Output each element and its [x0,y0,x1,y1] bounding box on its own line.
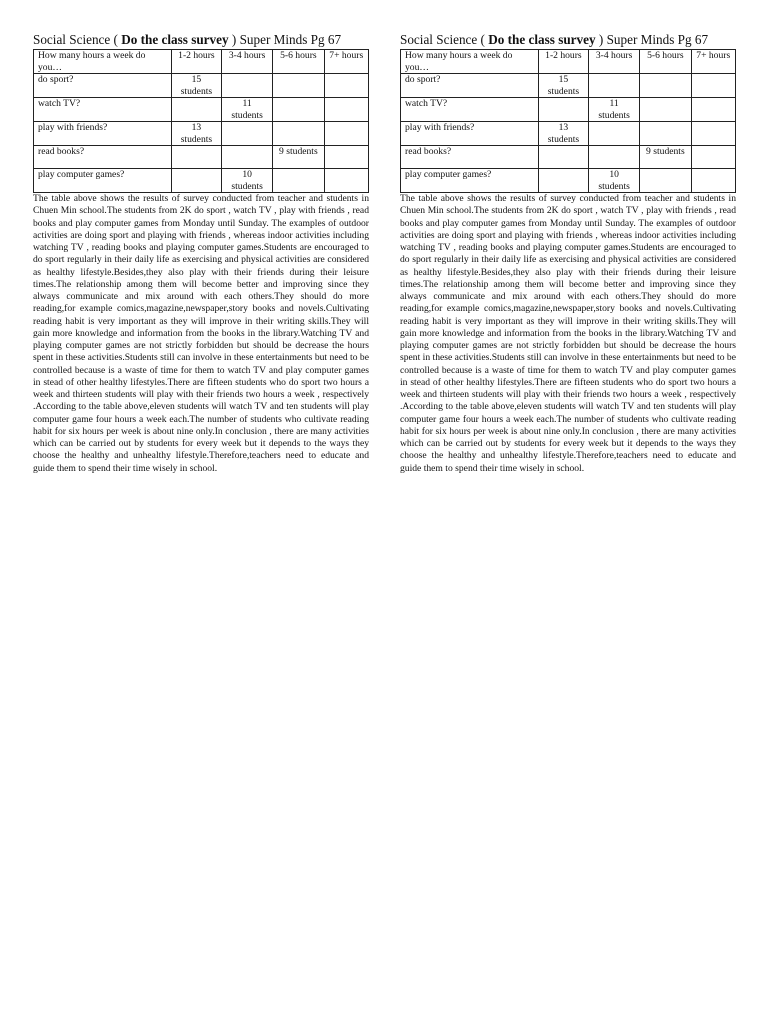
heading-bold: Do the class survey [488,32,596,47]
heading-suffix: ) Super Minds Pg 67 [595,32,709,47]
row-question: play computer games? [401,169,539,193]
table-cell: 15 students [171,74,221,98]
row-question: play with friends? [401,122,539,146]
row-question: watch TV? [401,98,539,122]
heading-prefix: Social Science ( [33,32,122,47]
header-3-4-hours: 3-4 hours [588,50,639,74]
table-cell [171,98,221,122]
table-cell [324,74,368,98]
table-cell: 13 students [171,122,221,146]
table-cell [588,122,639,146]
table-cell [691,74,735,98]
table-cell [273,122,324,146]
header-question: How many hours a week do you… [34,50,172,74]
table-cell [324,98,368,122]
table-row [34,98,369,122]
row-question: read books? [401,146,539,169]
table-cell [273,98,324,122]
table-cell [588,74,639,98]
table-cell [640,74,691,98]
page-heading [33,31,369,49]
table-cell: 11 students [588,98,639,122]
table-row [34,169,369,193]
table-cell [171,146,221,169]
table-header-row [34,50,369,74]
table-cell: 9 students [273,146,324,169]
table-cell [538,146,588,169]
table-cell: 10 students [221,169,272,193]
table-cell [538,169,588,193]
header-question: How many hours a week do you… [401,50,539,74]
page-heading [400,31,736,49]
table-cell [640,169,691,193]
table-row [34,74,369,98]
header-5-6-hours: 5-6 hours [640,50,691,74]
row-question: read books? [34,146,172,169]
heading-bold: Do the class survey [121,32,229,47]
header-5-6-hours: 5-6 hours [273,50,324,74]
table-cell [588,146,639,169]
heading-prefix: Social Science ( [400,32,489,47]
table-cell [273,169,324,193]
table-row [401,74,736,98]
row-question: play with friends? [34,122,172,146]
table-header-row [401,50,736,74]
survey-report-paragraph: The table above shows the results of survey conducted from teacher and students in Chuen Min school.The students from 2K do sport , watch TV , play with friends , read books and play computer games from Monday until Sunday. The examples of outdoor activities are doing sport and playing with friends , whereas indoor activities including watching TV , reading books and playing computer games.Students are encouraged to do sport regularly in their daily life as exercising and physical activities are considered as healthy lifestyle.Besides,they also play with their friends during their leisure times.The relationship among them will become better and improving since they always communicate and mix around with each others.They should do more reading,for example comics,magazine,newspaper,story books and novels.Cultivating reading habit is very important as they will improve in their writing skills.They will gain more knowledge and information from the books in the library.Watching TV and playing computer games are not strictly forbidden but should be decrease the hours spent in these activities.Students still can involve in these entertainments but need to be controlled because is a waste of time for them to watch TV and play computer games in stead of other healthy lifestyles.There are fifteen students who do sport two hours a week and thirteen students will play with their friends two hours a week , respectively .According to the table above,eleven students will watch TV and ten students will play computer game four hours a week each.The number of students who cultivate reading habit for six hours per week is about nine only.In conclusion , there are many activities which can be carried out by students for every week but it depends to the ways they choose the healthy and unhealthy lifestyle.Therefore,teachers need to educate and guide them to spend their time wisely in school. [400,193,736,474]
worksheet-copy-right [400,31,736,475]
table-cell [691,169,735,193]
table-cell [640,98,691,122]
table-cell [221,122,272,146]
table-row [401,146,736,169]
row-question: play computer games? [34,169,172,193]
table-cell [691,98,735,122]
table-cell: 11 students [221,98,272,122]
table-row [34,122,369,146]
table-cell: 10 students [588,169,639,193]
table-cell [324,122,368,146]
table-cell: 15 students [538,74,588,98]
header-7-plus-hours: 7+ hours [324,50,368,74]
table-row [401,169,736,193]
table-row [34,146,369,169]
header-1-2-hours: 1-2 hours [171,50,221,74]
table-cell: 13 students [538,122,588,146]
table-cell [324,146,368,169]
table-cell [221,146,272,169]
header-7-plus-hours: 7+ hours [691,50,735,74]
row-question: watch TV? [34,98,172,122]
row-question: do sport? [34,74,172,98]
heading-suffix: ) Super Minds Pg 67 [228,32,342,47]
table-cell [221,74,272,98]
table-row [401,98,736,122]
row-question: do sport? [401,74,539,98]
table-cell [538,98,588,122]
table-cell [324,169,368,193]
header-3-4-hours: 3-4 hours [221,50,272,74]
table-cell: 9 students [640,146,691,169]
survey-table [33,49,369,193]
table-cell [691,122,735,146]
table-row [401,122,736,146]
worksheet-copy-left [33,31,369,475]
survey-table [400,49,736,193]
table-cell [273,74,324,98]
survey-report-paragraph: The table above shows the results of survey conducted from teacher and students in Chuen Min school.The students from 2K do sport , watch TV , play with friends , read books and play computer games from Monday until Sunday. The examples of outdoor activities are doing sport and playing with friends , whereas indoor activities including watching TV , reading books and playing computer games.Students are encouraged to do sport regularly in their daily life as exercising and physical activities are considered as healthy lifestyle.Besides,they also play with their friends during their leisure times.The relationship among them will become better and improving since they always communicate and mix around with each others.They should do more reading,for example comics,magazine,newspaper,story books and novels.Cultivating reading habit is very important as they will improve in their writing skills.They will gain more knowledge and information from the books in the library.Watching TV and playing computer games are not strictly forbidden but should be decrease the hours spent in these activities.Students still can involve in these entertainments but need to be controlled because is a waste of time for them to watch TV and play computer games in stead of other healthy lifestyles.There are fifteen students who do sport two hours a week and thirteen students will play with their friends two hours a week , respectively .According to the table above,eleven students will watch TV and ten students will play computer game four hours a week each.The number of students who cultivate reading habit for six hours per week is about nine only.In conclusion , there are many activities which can be carried out by students for every week but it depends to the ways they choose the healthy and unhealthy lifestyle.Therefore,teachers need to educate and guide them to spend their time wisely in school. [33,193,369,474]
table-cell [640,122,691,146]
table-cell [171,169,221,193]
header-1-2-hours: 1-2 hours [538,50,588,74]
table-cell [691,146,735,169]
